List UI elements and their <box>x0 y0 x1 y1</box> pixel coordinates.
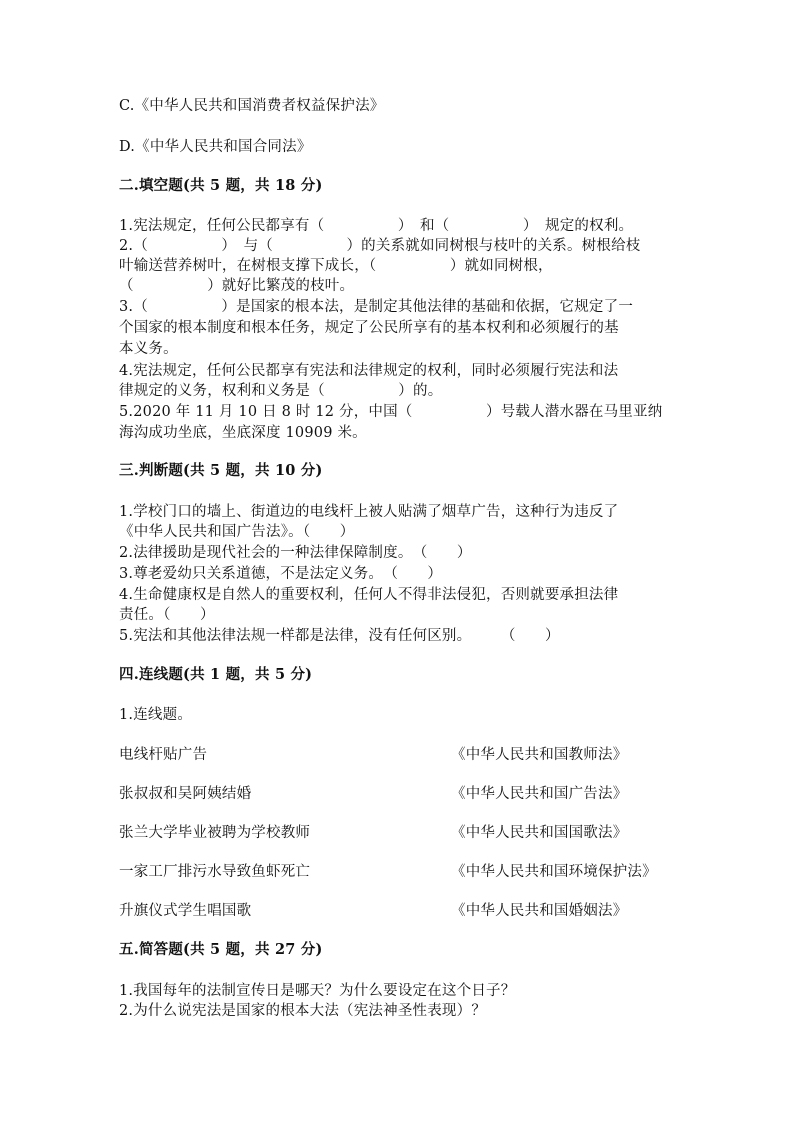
fill-blank-line: 5.2020 年 11 月 10 日 8 时 12 分，中国（ ）号载人潜水器在马里亚纳 <box>119 404 663 420</box>
matching-right-item: 《中华人民共和国教师法》 <box>451 747 628 763</box>
judgment-line: 责任。（ ） <box>119 607 215 623</box>
fill-blank-line: 本义务。 <box>119 341 178 357</box>
matching-left-item: 电线杆贴广告 <box>119 747 208 763</box>
short-answer-question: 2.为什么说宪法是国家的根本大法（宪法神圣性表现）？ <box>119 1003 487 1019</box>
section-heading-matching: 四.连线题(共 1 题，共 5 分) <box>119 666 313 683</box>
matching-left-item: 张叔叔和吴阿姨结婚 <box>119 786 252 802</box>
fill-blank-line: 个国家的根本制度和根本任务，规定了公民所享有的基本权利和必须履行的基 <box>119 320 619 336</box>
fill-blank-line: 4.宪法规定，任何公民都享有宪法和法律规定的权利，同时必须履行宪法和法 <box>119 363 619 379</box>
matching-left-item: 一家工厂排污水导致鱼虾死亡 <box>119 864 311 880</box>
section-heading-short-answer: 五.简答题(共 5 题，共 27 分) <box>119 941 323 958</box>
fill-blank-line: 1.宪法规定，任何公民都享有（ ） 和（ ） 规定的权利。 <box>119 218 634 234</box>
matching-question: 1.连线题。 <box>119 707 193 723</box>
judgment-line: 2.法律援助是现代社会的一种法律保障制度。 （ ） <box>119 545 472 561</box>
fill-blank-line: 2.（ ） 与（ ）的关系就如同树根与枝叶的关系。树根给枝 <box>119 238 641 254</box>
short-answer-question: 1.我国每年的法制宣传日是哪天？为什么要设定在这个日子？ <box>119 983 516 999</box>
judgment-line: 4.生命健康权是自然人的重要权利，任何人不得非法侵犯，否则就要承担法律 <box>119 587 619 603</box>
judgment-line: 1.学校门口的墙上、街道边的电线杆上被人贴满了烟草广告，这种行为违反了 <box>119 504 619 520</box>
matching-left-item: 升旗仪式学生唱国歌 <box>119 903 252 919</box>
judgment-line: 5.宪法和其他法律法规一样都是法律，没有任何区别。 （ ） <box>119 628 560 644</box>
fill-blank-line: （ ）就好比繁茂的枝叶。 <box>119 278 355 294</box>
option-d: D.《中华人民共和国合同法》 <box>119 139 312 155</box>
fill-blank-line: 海沟成功坐底，坐底深度 10909 米。 <box>119 425 367 441</box>
section-heading-judgment: 三.判断题(共 5 题，共 10 分) <box>119 462 323 479</box>
fill-blank-line: 叶输送营养树叶，在树根支撑下成长，（ ）就如同树根， <box>119 258 553 274</box>
fill-blank-line: 3.（ ）是国家的根本法，是制定其他法律的基础和依据，它规定了一 <box>119 299 634 315</box>
fill-blank-line: 律规定的义务，权利和义务是（ ）的。 <box>119 383 443 399</box>
matching-right-item: 《中华人民共和国广告法》 <box>451 786 628 802</box>
section-heading-fill-blank: 二.填空题(共 5 题，共 18 分) <box>119 177 323 194</box>
judgment-line: 《中华人民共和国广告法》。（ ） <box>119 524 355 540</box>
matching-right-item: 《中华人民共和国环境保护法》 <box>451 864 657 880</box>
matching-right-item: 《中华人民共和国国歌法》 <box>451 825 628 841</box>
matching-right-item: 《中华人民共和国婚姻法》 <box>451 903 628 919</box>
judgment-line: 3.尊老爱幼只关系道德，不是法定义务。 （ ） <box>119 566 443 582</box>
option-c: C.《中华人民共和国消费者权益保护法》 <box>119 98 385 114</box>
matching-left-item: 张兰大学毕业被聘为学校教师 <box>119 825 311 841</box>
